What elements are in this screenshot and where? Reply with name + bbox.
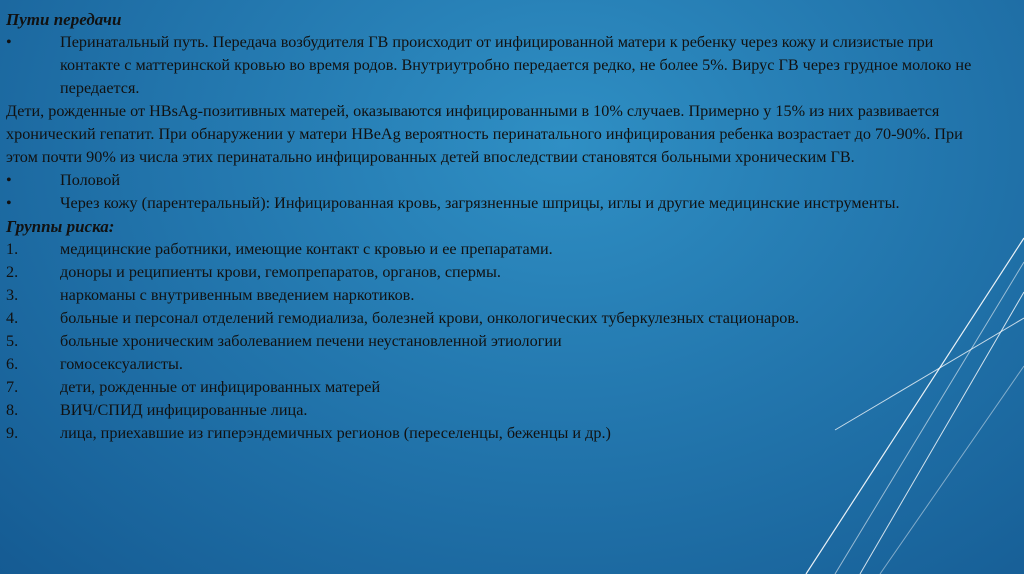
risk-list-item [6,330,996,353]
list-number: 5. [6,332,19,350]
risk-list-item [6,399,996,422]
bullet-item-parenteral [6,192,996,215]
bullet-text: Перинатальный путь. Передача возбудителя ГВ происходит от инфицированной матери к ребенку через кожу и слизистые при контакте с маттеринской кровью во время родов. Внутриутробно передается редко, не более 5%. Вирус ГВ через грудное молоко не передается. [60,33,972,97]
list-number: 2. [6,263,19,281]
bullet-item-perinatal [6,31,996,100]
risk-list-item [6,261,996,284]
list-text: наркоманы с внутривенным введением наркотиков. [60,286,415,304]
list-text: гомосексуалисты. [60,355,183,373]
transmission-heading: Пути передачи [6,10,122,29]
list-text: лица, приехавшие из гиперэндемичных регионов (переселенцы, беженцы и др.) [60,424,611,442]
list-number: 3. [6,286,19,304]
list-number: 1. [6,240,19,258]
list-number: 6. [6,355,19,373]
bullet-marker: • [6,171,12,189]
bullet-item-sexual [6,169,996,192]
list-text: медицинские работники, имеющие контакт с кровью и ее препаратами. [60,240,553,258]
risk-list-item [6,284,996,307]
bullet-marker: • [6,33,12,51]
list-text: доноры и реципиенты крови, гемопрепаратов, органов, спермы. [60,263,501,281]
perinatal-paragraph: Дети, рожденные от HBsAg-позитивных матерей, оказываются инфицированными в 10% случаев. Примерно у 15% из них развивается хронический гепатит. При обнаружении у матери HBeAg вероятность перинатального инфицирования ребенка возрастает до 70-90%. При этом почти 90% из числа этих перинатально инфицированных детей впоследствии становятся больными хроническим ГВ. [6,102,963,166]
risk-list-item [6,353,996,376]
list-text: больные и персонал отделений гемодиализа, болезней крови, онкологических туберкулезных стационаров. [60,309,800,327]
bullet-marker: • [6,194,12,212]
risk-groups-heading: Группы риска: [6,217,115,236]
risk-list-item [6,422,996,445]
list-text: больные хроническим заболеванием печени неустановленной этиологии [60,332,562,350]
list-number: 4. [6,309,19,327]
list-text: дети, рожденные от инфицированных матерей [60,378,381,396]
list-number: 7. [6,378,19,396]
slide-content [6,8,996,445]
bullet-text: Через кожу (парентеральный): Инфицированная кровь, загрязненные шприцы, иглы и другие медицинские инструменты. [60,194,900,212]
risk-list-item [6,307,996,330]
list-number: 8. [6,401,19,419]
bullet-text: Половой [60,171,121,189]
risk-list-item [6,376,996,399]
list-text: ВИЧ/СПИД инфицированные лица. [60,401,308,419]
list-number: 9. [6,424,19,442]
risk-list-item [6,238,996,261]
